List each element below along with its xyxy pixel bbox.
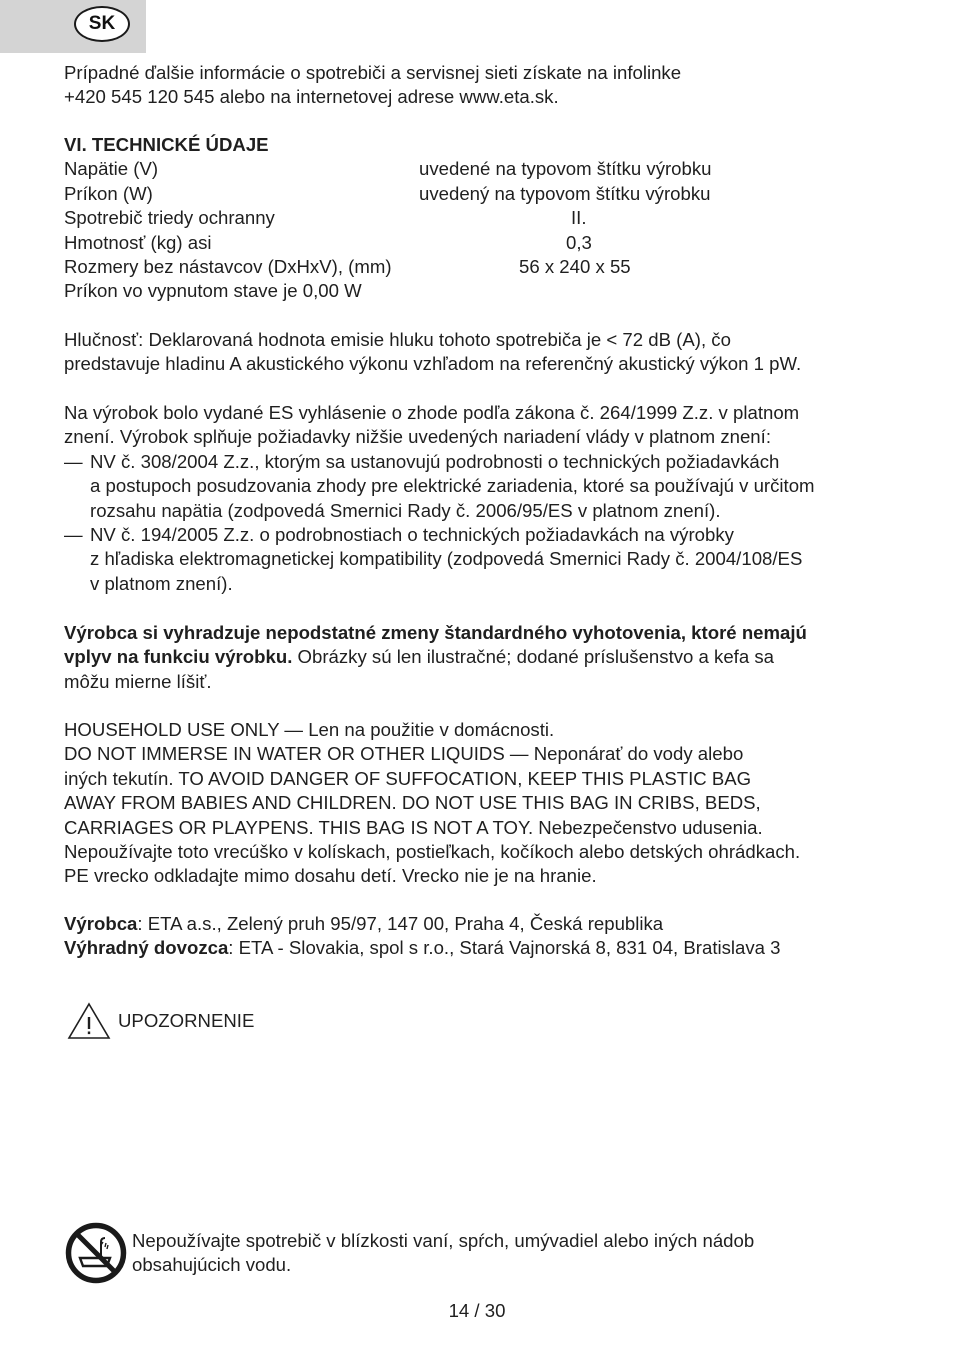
manufacturer-line	[64, 912, 894, 936]
no-bath-icon	[65, 1222, 127, 1284]
spec-row	[64, 206, 894, 230]
noise-paragraph	[64, 328, 894, 377]
spec-row	[64, 182, 894, 206]
household-paragraph	[64, 718, 894, 889]
bath-warning-text	[132, 1229, 912, 1278]
conformity-line: Na výrobok bolo vydané ES vyhlásenie o zhode podľa zákona č. 264/1999 Z.z. v platnom	[64, 402, 800, 423]
spec-row	[64, 255, 894, 279]
manufacturer-section	[64, 912, 894, 961]
intro-paragraph	[64, 61, 894, 110]
dash-bullet: —	[64, 450, 83, 472]
language-badge: SK	[74, 6, 130, 42]
importer-label: Výhradný dovozca	[64, 937, 229, 959]
spec-label: Spotrebič triedy ochranny	[64, 207, 275, 229]
reservation-bold-line: Výrobca si vyhradzuje nepodstatné zmeny štandardného vyhotovenia, ktoré nemajú	[64, 622, 807, 643]
bath-warning-line: Nepoužívajte spotrebič v blízkosti vaní, spŕch, umývadiel alebo iných nádob	[132, 1230, 755, 1251]
conformity-section	[64, 401, 894, 596]
spec-label: Rozmery bez nástavcov (DxHxV), (mm)	[64, 255, 392, 277]
standby-power-line: Príkon vo vypnutom stave je 0,00 W	[64, 280, 362, 302]
regulation-line: z hľadiska elektromagnetickej kompatibility (zodpovedá Smernici Rady č. 2004/108/ES	[90, 548, 803, 570]
household-line: HOUSEHOLD USE ONLY — Len na použitie v domácnosti.	[64, 719, 555, 740]
reservation-paragraph	[64, 621, 894, 694]
regulation-line: a postupoch posudzovania zhody pre elektrické zariadenia, ktoré sa používajú v určitom	[90, 475, 815, 497]
household-line: DO NOT IMMERSE IN WATER OR OTHER LIQUIDS — Neponárať do vody alebo	[64, 743, 744, 765]
noise-line: Hlučnosť: Deklarovaná hodnota emisie hluku tohoto spotrebiča je < 72 dB (A), čo	[64, 329, 731, 350]
spec-row	[64, 157, 894, 181]
spec-value: II.	[571, 207, 587, 229]
reservation-text: Obrázky sú len ilustračné; dodané príslušenstvo a kefa sa	[292, 646, 774, 668]
spec-value: 0,3	[566, 231, 592, 253]
household-line: CARRIAGES OR PLAYPENS. THIS BAG IS NOT A TOY. Nebezpečenstvo udusenia.	[64, 816, 763, 838]
household-line: PE vrecko odkladajte mimo dosahu detí. Vrecko nie je na hranie.	[64, 865, 597, 887]
conformity-line: znení. Výrobok splňuje požiadavky nižšie uvedených nariadení vlády v platnom znení:	[64, 426, 771, 448]
reservation-bold-text: vplyv na funkciu výrobku.	[64, 646, 293, 668]
household-line: AWAY FROM BABIES AND CHILDREN. DO NOT USE THIS BAG IN CRIBS, BEDS,	[64, 792, 761, 814]
warning-label: UPOZORNENIE	[118, 1010, 255, 1031]
manufacturer-value: : ETA a.s., Zelený pruh 95/97, 147 00, Praha 4, Česká republika	[137, 913, 664, 934]
spec-row	[64, 231, 894, 255]
manufacturer-label: Výrobca	[64, 913, 138, 934]
spec-value: 56 x 240 x 55	[519, 255, 631, 277]
regulation-item	[64, 450, 894, 523]
regulation-line: v platnom znení).	[90, 572, 233, 594]
spec-label: Príkon (W)	[64, 182, 153, 204]
warning-triangle-icon	[67, 1002, 111, 1040]
reservation-line	[64, 645, 894, 669]
intro-line: Prípadné ďalšie informácie o spotrebiči a servisnej sieti získate na infolinke	[64, 62, 682, 83]
regulation-item	[64, 523, 894, 596]
page-number: 14 / 30	[448, 1300, 506, 1321]
technical-data-heading: VI. TECHNICKÉ ÚDAJE	[64, 134, 269, 155]
importer-line	[64, 936, 894, 960]
language-tab	[0, 0, 146, 53]
importer-value: : ETA - Slovakia, spol s r.o., Stará Vajnorská 8, 831 04, Bratislava 3	[228, 937, 781, 959]
noise-line: predstavuje hladinu A akustického výkonu vzhľadom na referenčný akustický výkon 1 pW.	[64, 353, 802, 375]
technical-data-section	[64, 133, 894, 304]
intro-line: +420 545 120 545 alebo na internetovej adrese www.eta.sk.	[64, 86, 559, 108]
spec-label: Napätie (V)	[64, 158, 159, 180]
spec-label: Hmotnosť (kg) asi	[64, 231, 212, 253]
dash-bullet: —	[64, 523, 83, 545]
bath-warning-line: obsahujúcich vodu.	[132, 1254, 292, 1276]
regulation-line: NV č. 308/2004 Z.z., ktorým sa ustanovujú podrobnosti o technických požiadavkách	[90, 450, 780, 472]
spec-value: uvedené na typovom štítku výrobku	[419, 158, 712, 180]
reservation-line: môžu mierne líšiť.	[64, 670, 212, 692]
regulation-line: rozsahu napätia (zodpovedá Smernici Rady č. 2006/95/ES v platnom znení).	[90, 499, 721, 521]
spec-value: uvedený na typovom štítku výrobku	[419, 182, 711, 204]
regulation-line: NV č. 194/2005 Z.z. o podrobnostiach o technických požiadavkách na výrobky	[90, 523, 734, 545]
household-line: Nepoužívajte toto vrecúško v kolískach, postieľkach, kočíkoch alebo detských ohrádkach.	[64, 840, 801, 862]
household-line: iných tekutín. TO AVOID DANGER OF SUFFOCATION, KEEP THIS PLASTIC BAG	[64, 767, 752, 789]
